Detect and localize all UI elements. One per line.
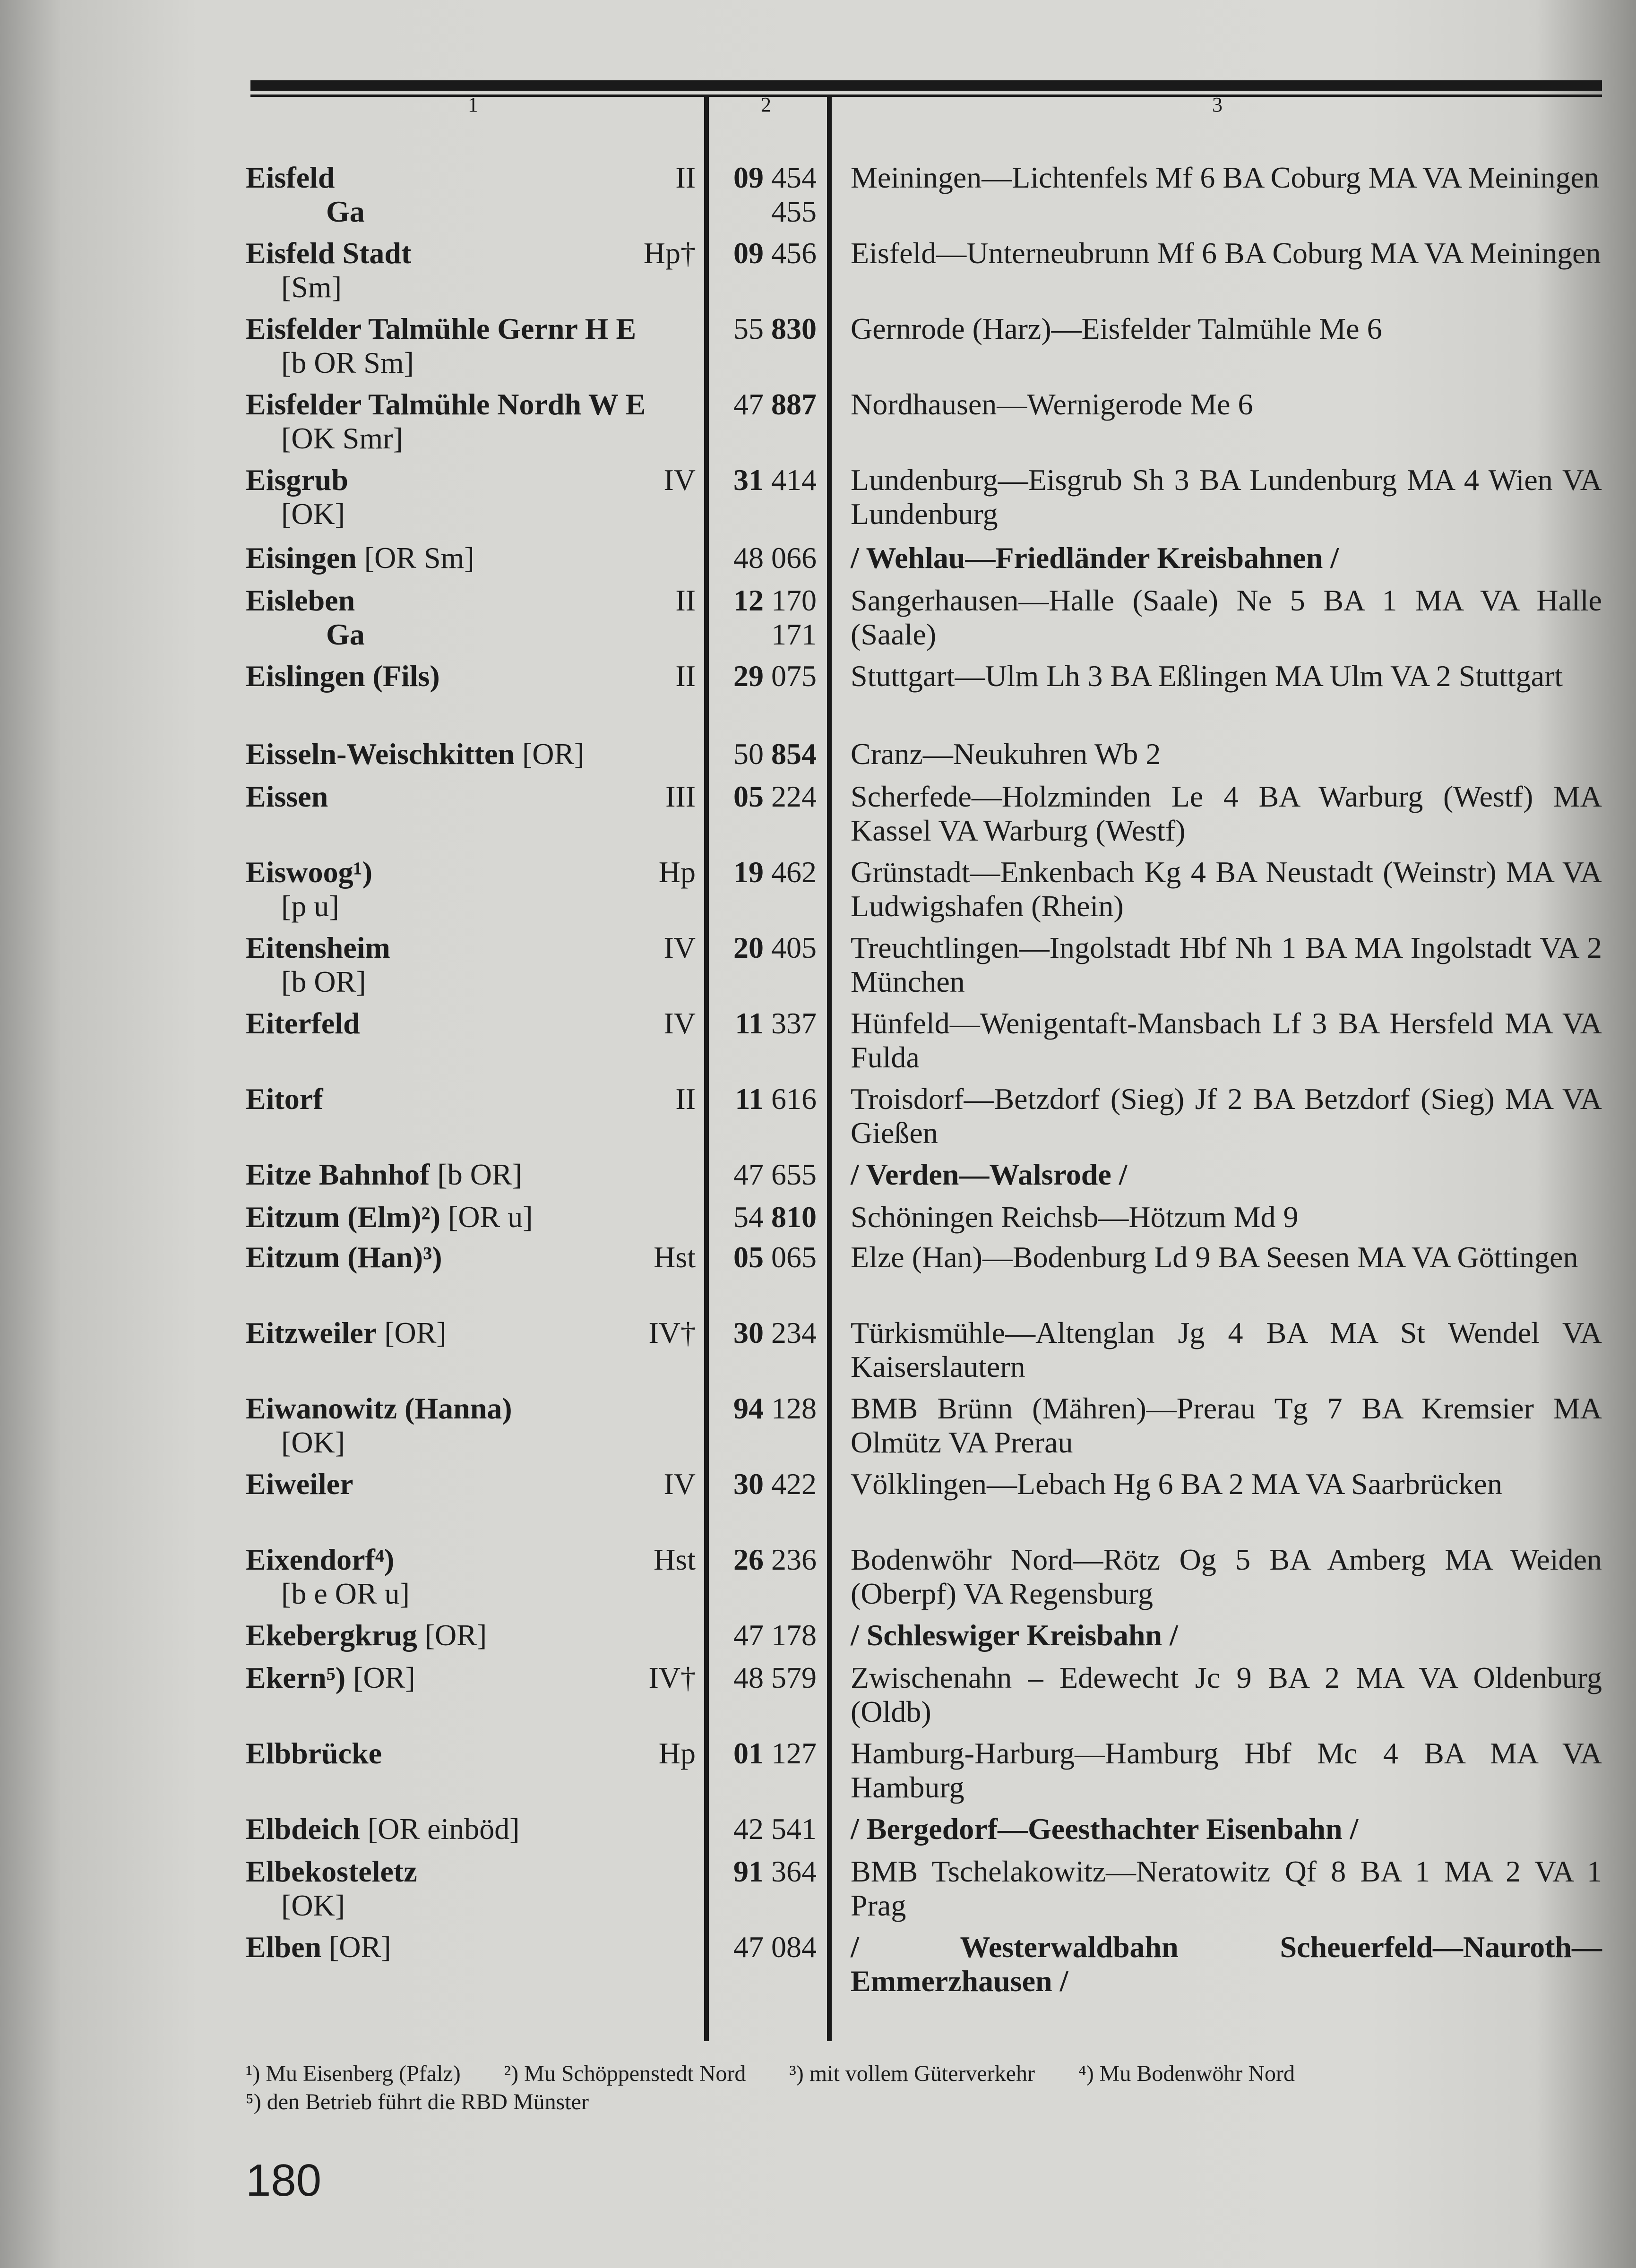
station-number-2: 171 <box>771 618 817 651</box>
station-class: III <box>665 780 696 813</box>
station-name: Eissen <box>246 780 328 813</box>
station-number: 31 414 <box>733 463 817 497</box>
station-number: 47 655 <box>733 1158 817 1191</box>
station-class: IV† <box>648 1316 696 1349</box>
station-name: Eitensheim <box>246 931 390 964</box>
station-class: Hst <box>654 1543 696 1576</box>
station-route: Nordhausen—Wernigerode Me 6 <box>851 387 1253 421</box>
station-route: Eisfeld—Unterneubrunn Mf 6 BA Coburg MA VA Meiningen <box>851 236 1601 270</box>
station-number: 48 066 <box>733 541 817 575</box>
station-route: Grünstadt—Enkenbach Kg 4 BA Neustadt (Weinstr) MA VA Ludwigshafen (Rhein) <box>851 855 1602 923</box>
column-divider-1 <box>704 94 709 2041</box>
station-route: / Verden—Walsrode / <box>851 1158 1128 1191</box>
station-route: Schöningen Reichsb—Hötzum Md 9 <box>851 1200 1299 1234</box>
station-number: 20 405 <box>733 931 817 964</box>
station-route: Lundenburg—Eisgrub Sh 3 BA Lundenburg MA 4 Wien VA Lundenburg <box>851 463 1602 531</box>
station-sub: Ga <box>326 195 365 228</box>
station-name: Elbbrücke <box>246 1736 382 1770</box>
station-sub: [b OR Sm] <box>281 346 414 379</box>
station-route: Zwischenahn – Edewecht Jc 9 BA 2 MA VA Oldenburg (Oldb) <box>851 1661 1602 1728</box>
table-top-rule-thin <box>250 94 1602 97</box>
station-name: Eisseln-Weischkitten [OR] <box>246 737 585 771</box>
station-class: II <box>675 1082 696 1116</box>
station-sub: [OK] <box>281 1889 345 1922</box>
station-number: 54 810 <box>733 1200 817 1234</box>
station-route: Scherfede—Holzminden Le 4 BA Warburg (Westf) MA Kassel VA Warburg (Westf) <box>851 780 1602 847</box>
station-route: Türkismühle—Altenglan Jg 4 BA MA St Wendel VA Kaiserslautern <box>851 1316 1602 1383</box>
station-class: II <box>675 161 696 194</box>
station-name: Eiwanowitz (Hanna) <box>246 1392 512 1425</box>
station-sub: [OK] <box>281 497 345 531</box>
station-sub: [OK] <box>281 1426 345 1459</box>
station-route: Hünfeld—Wenigentaft-Mansbach Lf 3 BA Hersfeld MA VA Fulda <box>851 1006 1602 1074</box>
station-name: Eislingen (Fils) <box>246 659 440 693</box>
column-divider-2 <box>827 94 832 2041</box>
station-name: Eiswoog¹) <box>246 855 373 889</box>
footnote-5: ⁵) den Betrieb führt die RBD Münster <box>246 2089 589 2114</box>
station-number: 05 065 <box>733 1240 817 1274</box>
station-number: 09 454 <box>733 161 817 194</box>
station-sub: [b e OR u] <box>281 1577 410 1610</box>
station-route: BMB Brünn (Mähren)—Prerau Tg 7 BA Kremsier MA Olmütz VA Prerau <box>851 1392 1602 1459</box>
station-route: Hamburg-Harburg—Hamburg Hbf Mc 4 BA MA VA Hamburg <box>851 1736 1602 1804</box>
station-number: 55 830 <box>733 312 817 345</box>
station-number: 94 128 <box>733 1392 817 1425</box>
station-number: 42 541 <box>733 1812 817 1846</box>
station-route: Sangerhausen—Halle (Saale) Ne 5 BA 1 MA VA Halle (Saale) <box>851 584 1602 651</box>
station-number: 05 224 <box>733 780 817 813</box>
station-route: Elze (Han)—Bodenburg Ld 9 BA Seesen MA VA Göttingen <box>851 1240 1578 1274</box>
station-name: Eisfelder Talmühle Nordh W E <box>246 387 646 421</box>
station-name: Eitzweiler [OR] <box>246 1316 447 1349</box>
station-class: IV <box>663 931 696 964</box>
station-sub: Ga <box>326 618 365 651</box>
station-name: Eisleben <box>246 584 355 617</box>
station-class: Hp <box>658 1736 696 1770</box>
station-route: / Schleswiger Kreisbahn / <box>851 1618 1178 1652</box>
station-route: / Bergedorf—Geesthachter Eisenbahn / <box>851 1812 1359 1846</box>
station-name: Eiweiler <box>246 1467 353 1501</box>
station-number: 30 422 <box>733 1467 817 1501</box>
page-number: 180 <box>246 2155 322 2206</box>
station-route: / Westerwaldbahn Scheuerfeld—Nauroth—Emmerzhausen / <box>851 1930 1602 1998</box>
station-class: Hp† <box>643 236 696 270</box>
station-sub: [p u] <box>281 889 339 923</box>
station-class: II <box>675 584 696 617</box>
footnotes-line-1 <box>246 2060 1607 2088</box>
station-class: Hst <box>654 1240 696 1274</box>
station-name: Elbekosteletz <box>246 1855 417 1888</box>
station-number: 12 170 <box>733 584 817 617</box>
station-name: Eisfeld <box>246 161 335 194</box>
footnote-1: ¹) Mu Eisenberg (Pfalz) <box>246 2061 461 2086</box>
station-number: 48 579 <box>733 1661 817 1694</box>
footnote-3: ³) mit vollem Güterverkehr <box>789 2061 1035 2086</box>
station-number: 47 178 <box>733 1618 817 1652</box>
column-number-1: 1 <box>468 93 478 116</box>
station-route: Cranz—Neukuhren Wb 2 <box>851 737 1161 771</box>
station-sub: [b OR] <box>281 965 366 998</box>
station-name: Eitzum (Elm)²) [OR u] <box>246 1200 533 1234</box>
station-class: IV <box>663 463 696 497</box>
station-number-2: 455 <box>771 195 817 228</box>
footnote-4: ⁴) Mu Bodenwöhr Nord <box>1078 2061 1295 2086</box>
station-class: Hp <box>658 855 696 889</box>
station-number: 11 616 <box>735 1082 817 1116</box>
station-name: Elbdeich [OR einböd] <box>246 1812 520 1846</box>
station-class: IV <box>663 1006 696 1040</box>
station-route: Treuchtlingen—Ingolstadt Hbf Nh 1 BA MA Ingolstadt VA 2 München <box>851 931 1602 998</box>
station-number: 47 887 <box>733 387 817 421</box>
column-number-2: 2 <box>761 93 771 116</box>
station-name: Eixendorf⁴) <box>246 1543 395 1576</box>
station-route: Völklingen—Lebach Hg 6 BA 2 MA VA Saarbrücken <box>851 1467 1502 1501</box>
station-number: 29 075 <box>733 659 817 693</box>
footnotes-line-2 <box>246 2088 1607 2116</box>
station-class: IV† <box>648 1661 696 1694</box>
footnote-2: ²) Mu Schöppenstedt Nord <box>504 2061 746 2086</box>
station-number: 30 234 <box>733 1316 817 1349</box>
station-number: 11 337 <box>735 1006 817 1040</box>
station-number: 91 364 <box>733 1855 817 1888</box>
station-class: IV <box>663 1467 696 1501</box>
table-top-rule <box>250 80 1602 91</box>
station-route: / Wehlau—Friedländer Kreisbahnen / <box>851 541 1339 575</box>
column-number-3: 3 <box>1212 93 1223 116</box>
station-name: Eitze Bahnhof [b OR] <box>246 1158 522 1191</box>
station-route: Meiningen—Lichtenfels Mf 6 BA Coburg MA VA Meiningen <box>851 161 1599 194</box>
station-name: Elben [OR] <box>246 1930 391 1964</box>
station-class: II <box>675 659 696 693</box>
station-number: 26 236 <box>733 1543 817 1576</box>
station-name: Eisfeld Stadt <box>246 236 412 270</box>
station-name: Ekebergkrug [OR] <box>246 1618 487 1652</box>
station-name: Eitzum (Han)³) <box>246 1240 442 1274</box>
station-number: 01 127 <box>733 1736 817 1770</box>
station-number: 47 084 <box>733 1930 817 1964</box>
station-number: 50 854 <box>733 737 817 771</box>
station-sub: [OK Smr] <box>281 421 403 455</box>
station-sub: [Sm] <box>281 270 342 304</box>
station-route: Stuttgart—Ulm Lh 3 BA Eßlingen MA Ulm VA 2 Stuttgart <box>851 659 1563 693</box>
station-number: 09 456 <box>733 236 817 270</box>
station-route: Bodenwöhr Nord—Rötz Og 5 BA Amberg MA Weiden (Oberpf) VA Regensburg <box>851 1543 1602 1610</box>
station-name: Eisingen [OR Sm] <box>246 541 474 575</box>
station-number: 19 462 <box>733 855 817 889</box>
station-name: Eisgrub <box>246 463 348 497</box>
station-name: Eitorf <box>246 1082 323 1116</box>
station-route: Gernrode (Harz)—Eisfelder Talmühle Me 6 <box>851 312 1382 345</box>
station-route: Troisdorf—Betzdorf (Sieg) Jf 2 BA Betzdorf (Sieg) MA VA Gießen <box>851 1082 1602 1150</box>
station-name: Eisfelder Talmühle Gernr H E <box>246 312 637 345</box>
station-name: Eiterfeld <box>246 1006 360 1040</box>
station-name: Ekern⁵) [OR] <box>246 1661 415 1694</box>
station-route: BMB Tschelakowitz—Neratowitz Qf 8 BA 1 MA 2 VA 1 Prag <box>851 1855 1602 1922</box>
